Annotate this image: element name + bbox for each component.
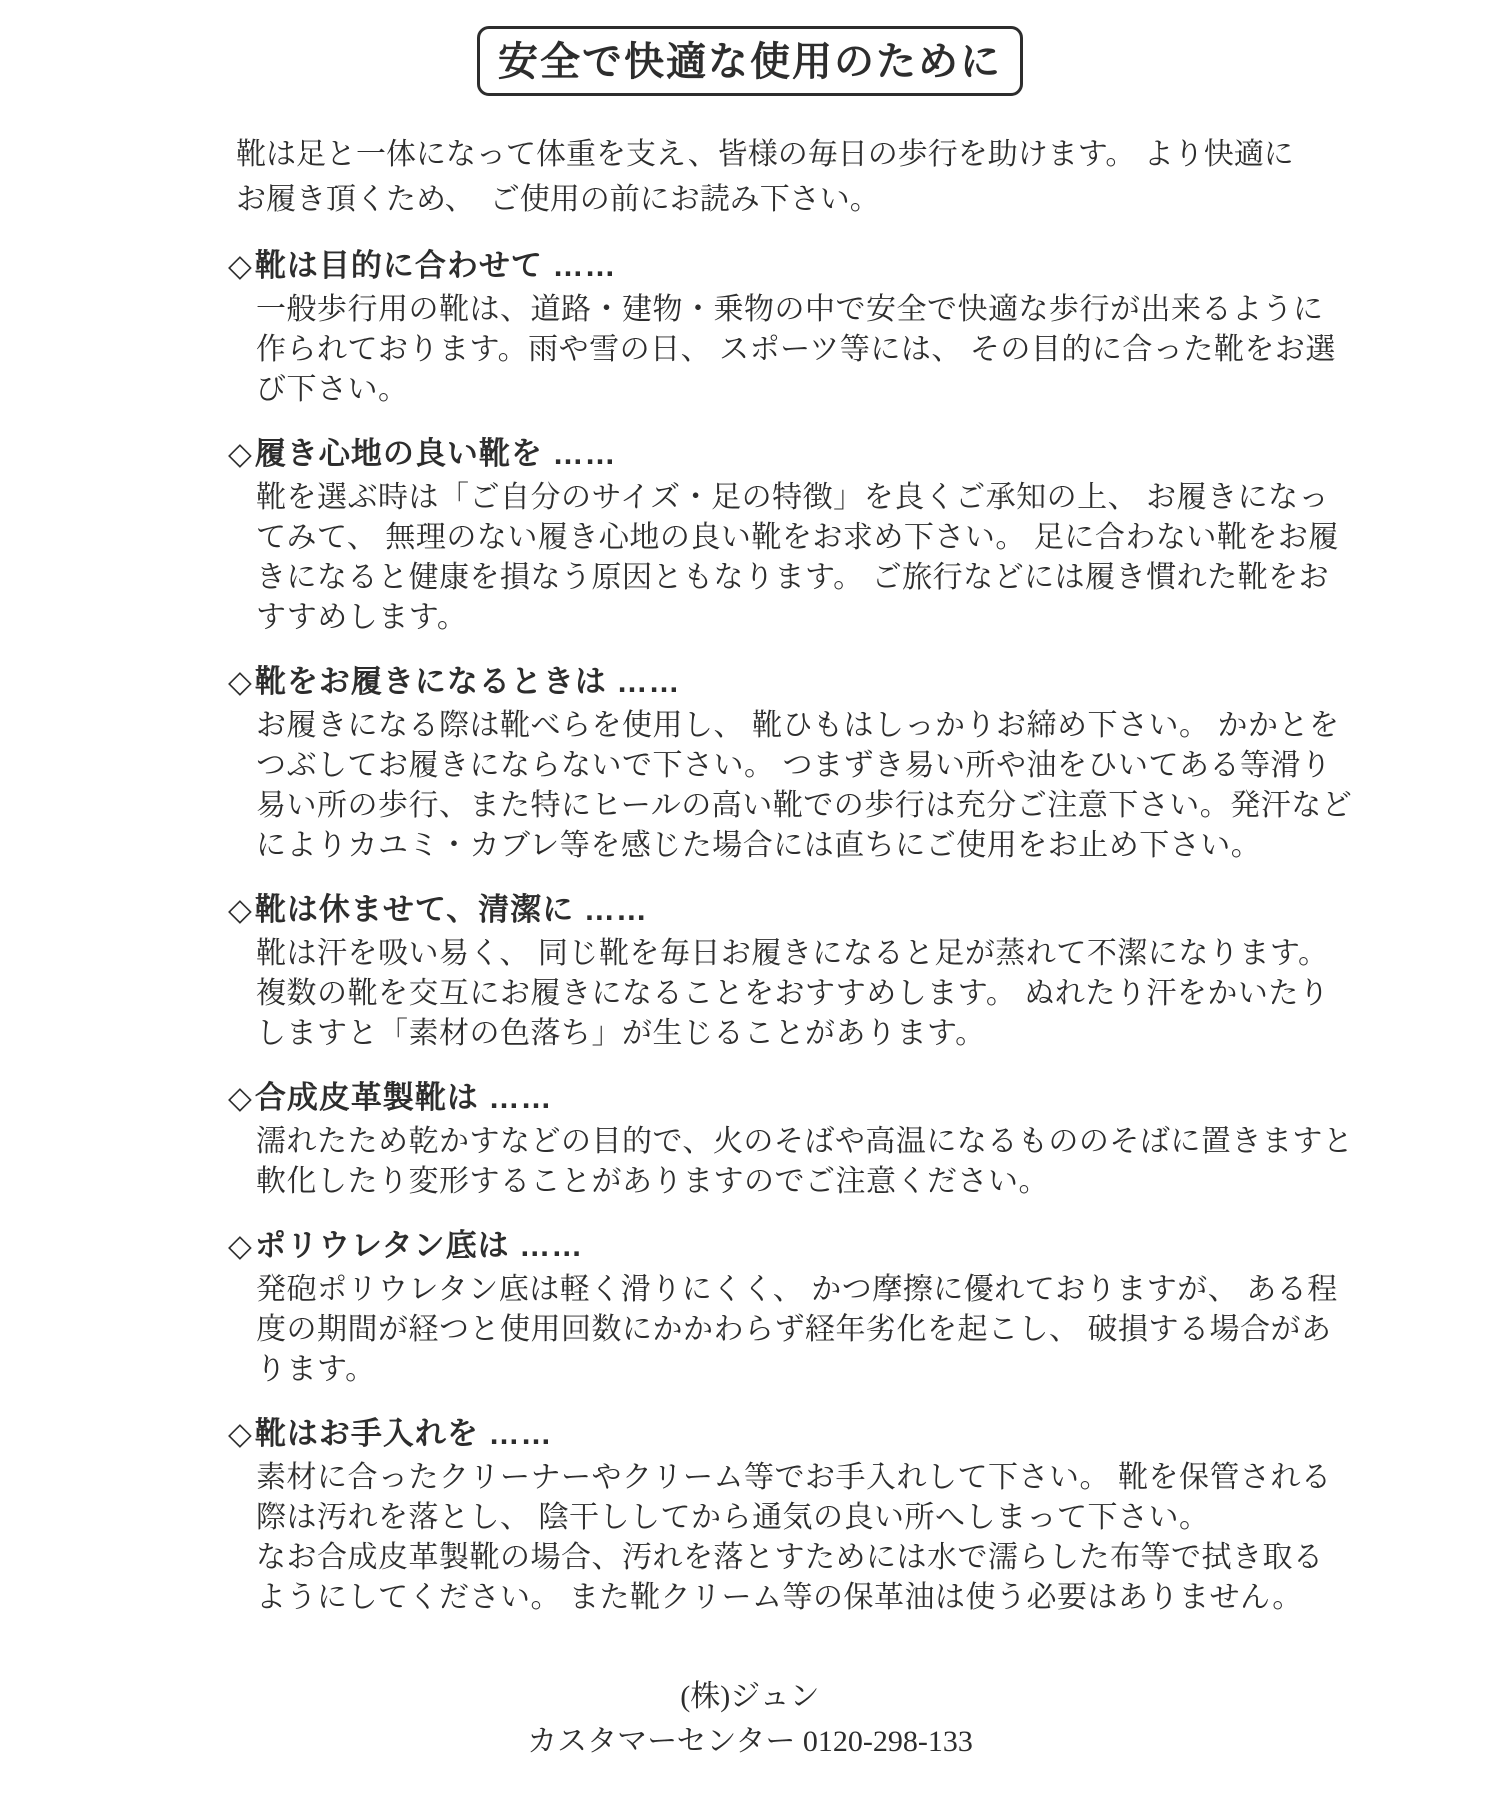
- page-title: 安全で快適な使用のために: [498, 39, 1002, 84]
- section-body-line: ようにしてください。 また靴クリーム等の保革油は使う必要はありません。: [256, 1581, 1303, 1614]
- section: [228, 890, 1330, 1054]
- footer-customer-center: カスタマーセンター 0120-298-133: [527, 1725, 973, 1758]
- section-heading-text: ポリウレタン底は ……: [254, 1228, 584, 1263]
- diamond-bullet-icon: ◇: [228, 1416, 253, 1451]
- section-body-line: 濡れたため乾かすなどの目的で、火のそばや高温になるもののそばに置きますと: [256, 1125, 1354, 1158]
- section-body-line: 易い所の歩行、また特にヒールの高い靴での歩行は充分ご注意下さい。発汗など: [256, 789, 1353, 822]
- diamond-bullet-icon: ◇: [228, 1080, 253, 1115]
- section-heading-text: 靴はお手入れを ……: [254, 1416, 553, 1451]
- section-body-line: きになると健康を損なう原因ともなります。 ご旅行などには履き慣れた靴をお: [256, 561, 1330, 594]
- section-body-line: 作られております。雨や雪の日、 スポーツ等には、 その目的に合った靴をお選: [256, 333, 1336, 366]
- section-body: [228, 706, 1353, 866]
- section-body-line: 軟化したり変形することがありますのでご注意ください。: [256, 1165, 1049, 1198]
- section-body: [228, 934, 1330, 1054]
- section-body-line: 度の期間が経つと使用回数にかかわらず経年劣化を起こし、 破損する場合があ: [256, 1313, 1332, 1346]
- section-heading-text: 靴は目的に合わせて ……: [254, 248, 617, 283]
- section: [228, 1078, 1354, 1202]
- section-heading: [228, 434, 1300, 474]
- section-body: [228, 1270, 1338, 1390]
- section: [228, 1226, 1338, 1390]
- section: [228, 662, 1353, 866]
- section-heading: [228, 890, 1300, 930]
- diamond-bullet-icon: ◇: [228, 892, 253, 927]
- section-body-line: 靴は汗を吸い易く、 同じ靴を毎日お履きになると足が蒸れて不潔になります。: [256, 937, 1329, 970]
- section-body-line: てみて、 無理のない履き心地の良い靴をお求め下さい。 足に合わない靴をお履: [256, 521, 1339, 554]
- section-body-line: しますと「素材の色落ち」が生じることがあります。: [256, 1017, 986, 1050]
- section: [228, 434, 1339, 638]
- sections-container: [228, 246, 1354, 1618]
- diamond-bullet-icon: ◇: [228, 248, 253, 283]
- section-body: [228, 1122, 1354, 1202]
- section: [228, 246, 1336, 410]
- section-body-line: び下さい。: [256, 373, 409, 406]
- intro-paragraph: [228, 132, 1300, 222]
- section-body-line: によりカユミ・カブレ等を感じた場合には直ちにご使用をお止め下さい。: [256, 829, 1262, 862]
- section-heading: [228, 662, 1300, 702]
- section-body: [228, 478, 1339, 638]
- diamond-bullet-icon: ◇: [228, 664, 253, 699]
- footer-company-name: (株)ジュン: [680, 1680, 820, 1713]
- document-content: [0, 132, 1500, 1618]
- intro-line: お履き頂くため、 ご使用の前にお読み下さい。: [236, 183, 880, 216]
- section: [228, 1414, 1332, 1618]
- section-body-line: ります。: [256, 1353, 376, 1386]
- section-heading-text: 靴は休ませて、清潔に ……: [254, 892, 648, 927]
- section-heading: [228, 1226, 1300, 1266]
- section-body-line: 発砲ポリウレタン底は軽く滑りにくく、 かつ摩擦に優れておりますが、 ある程: [256, 1273, 1338, 1306]
- section-heading: [228, 1414, 1300, 1454]
- section-body-line: 一般歩行用の靴は、道路・建物・乗物の中で安全で快適な歩行が出来るように: [256, 293, 1324, 326]
- section-heading: [228, 246, 1300, 286]
- section-body-line: 複数の靴を交互にお履きになることをおすすめします。 ぬれたり汗をかいたり: [256, 977, 1330, 1010]
- section-body-line: すすめします。: [256, 601, 468, 634]
- section-body-line: つぶしてお履きにならないで下さい。 つまずき易い所や油をひいてある等滑り: [256, 749, 1332, 782]
- section-heading: [228, 1078, 1300, 1118]
- section-heading-text: 靴をお履きになるときは ……: [254, 664, 681, 699]
- section-body-line: なお合成皮革製靴の場合、汚れを落とすためには水で濡らした布等で拭き取る: [256, 1541, 1324, 1574]
- title-row: [0, 0, 1500, 96]
- title-box: [477, 26, 1023, 96]
- section-body: [228, 290, 1336, 410]
- footer: [0, 1674, 1500, 1764]
- section-heading-text: 履き心地の良い靴を ……: [254, 436, 617, 471]
- section-body: [228, 1458, 1332, 1618]
- intro-line: 靴は足と一体になって体重を支え、皆様の毎日の歩行を助けます。 より快適に: [236, 138, 1294, 171]
- diamond-bullet-icon: ◇: [228, 436, 253, 471]
- section-body-line: 靴を選ぶ時は「ご自分のサイズ・足の特徴」を良くご承知の上、 お履きになっ: [256, 481, 1330, 514]
- diamond-bullet-icon: ◇: [228, 1228, 253, 1263]
- section-body-line: お履きになる際は靴べらを使用し、 靴ひもはしっかりお締め下さい。 かかとを: [256, 709, 1340, 742]
- section-body-line: 素材に合ったクリーナーやクリーム等でお手入れして下さい。 靴を保管される: [256, 1461, 1332, 1494]
- section-body-line: 際は汚れを落とし、 陰干ししてから通気の良い所へしまって下さい。: [256, 1501, 1210, 1534]
- section-heading-text: 合成皮革製靴は ……: [254, 1080, 553, 1115]
